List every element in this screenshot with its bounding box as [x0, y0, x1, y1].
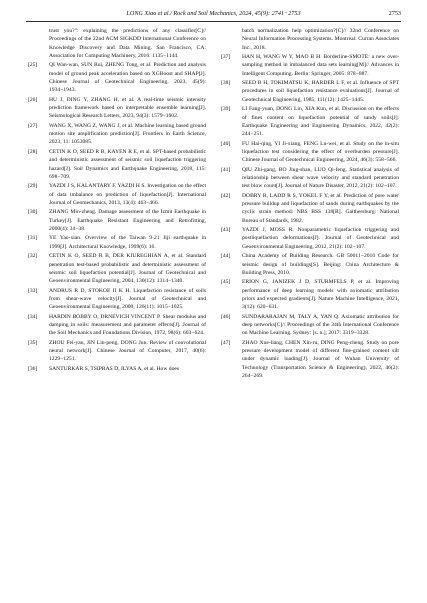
- reference-item: [28, 122, 206, 147]
- reference-continuation: trust you?": explaining the predictions of any classifier[C]// Proceedings of the 22nd ACM SIGKDD International Conference on Knowledge Discovery and Data Mining. San Francisco, CA: Association for Computing Machinery, 2016: 1135−1144.: [49, 28, 206, 59]
- reference-item: [28, 234, 206, 251]
- reference-item: [221, 166, 399, 191]
- reference-item: [28, 365, 206, 373]
- right-column: [221, 27, 399, 381]
- reference-text: SANTURKAR S, TSIPRAS D, ILYAS A, et al. How does: [49, 365, 180, 372]
- reference-text: FU Hai-qing, YI Ji-xiang, FENG Lu-wei, et al. Study on the in-situ liquefaction test considering the effect of overburden pressure[J]. Chinese Journal of Geotechnical Engineering, 2024, 46(3): 558−566.: [242, 140, 399, 164]
- reference-item: [221, 53, 399, 78]
- reference-text: HARDIN BOBBY O, DRNEVICH VINCENT P. Shear modulus and damping in soils: measurement and parameter effects[J]. Journal of the Soil Mechanics and Foundations Division, 1972, 98(6): 603−624.: [49, 313, 206, 337]
- reference-item: [221, 252, 399, 277]
- reference-text: CETIN K O, SEED R B, KAYEN R E, et al. SPT-based probabilistic and deterministic assessment of seismic soil liquefaction triggering hazard[J]. Soil Dynamics and Earthquake Engineering, 2018, 115: 698−709.: [49, 148, 206, 180]
- reference-text: WANG X, WANG Z, WANG J, et al. Machine learning based ground motion site amplification prediction[J]. Frontiers in Earth Science, 2023, 11: 1053085.: [49, 122, 206, 146]
- reference-number: [31]: [28, 235, 38, 242]
- reference-text: YE Yao-xian. Overview of the Taiwan 9·21 Jiji earthquake in 1999[J]. Architectural Knowledge, 1999(6): 16.: [49, 235, 206, 250]
- reference-number: [34]: [28, 313, 38, 320]
- reference-text: LI Fang-yuan, DONG Lin, XIA Kun, et al. Discussion on the effects of fines content on liquefaction potential of sandy soils[J]. Earthquake Engineering and Engineering Dynamics, 2022, 42(2): 244−251.: [242, 106, 399, 138]
- reference-number: [32]: [28, 253, 38, 260]
- reference-number: [36]: [28, 365, 38, 372]
- reference-text: ZHAO Xue-liang, CHEN Xin-ru, DING Peng-cheng. Study on pore pressure development model of different fine-grained content silt under dynamic loading[J]. Journal of Wuhan University of Technology (Transportation Science & Engineering), 2022, 46(2): 264−269.: [242, 339, 399, 379]
- reference-number: [40]: [221, 140, 231, 147]
- reference-text: HU J, DING Y, ZHANG H, et al. A real-time seismic intensity prediction framework based on interpretable ensemble learning[J]. Seismological Research Letters, 2023, 94(3): 1579−1602.: [49, 96, 206, 120]
- reference-number: [45]: [221, 279, 231, 286]
- reference-number: [44]: [221, 253, 231, 260]
- reference-item: [221, 192, 399, 225]
- reference-number: [27]: [28, 122, 38, 129]
- reference-item: [28, 61, 206, 94]
- reference-number: [41]: [221, 166, 231, 173]
- reference-number: [37]: [221, 54, 231, 61]
- reference-number: [39]: [221, 106, 231, 113]
- reference-text: DOBRY R, LADD R S, YOKEL F Y, et al. Prediction of pore water pressure buildup and liquefaction of sands during earthquakes by the cyclic strain method: NBS BSS 138[R]. Gaithersburg: National Bureau of Standards, 1982.: [242, 192, 399, 224]
- reference-item: [28, 252, 206, 285]
- reference-text: YAZDI J S, KALANTARY F, YAZDI H S. Investigation on the effect of data imbalance on prediction of liquefaction[J]. International Journal of Geomechanics, 2013, 13(4): 463−466.: [49, 183, 206, 206]
- reference-number: [38]: [221, 80, 231, 87]
- reference-text: ZHANG Min-zheng. Damage assessment of the Izmit Earthquake in Turkey[J]. Earthquake Resistant Engineering and Retrofitting, 2000(4): 34−38.: [49, 209, 206, 232]
- reference-text: ERION G, JANIZEK J D, STURMFELS P, et al. Improving performance of deep learning models with axiomatic attribution priors and expected gradients[J]. Nature Machine Intelligence, 2021, 3(12): 620−631.: [242, 279, 399, 311]
- reference-text: China Academy of Building Research. GB 50011−2010 Code for seismic design of buildings[S]. Beijing: China Architecture & Building Press, 2010.: [242, 253, 399, 276]
- reference-number: [29]: [28, 183, 38, 190]
- reference-item: [28, 287, 206, 312]
- reference-text: YAZDI J, MOSS R. Nonparametric liquefaction triggering and postliquefaction deformations[J]. Journal of Geotechnical and Geoenvironmental Engineering, 2012, 21(2): 102−107.: [242, 227, 399, 250]
- reference-continuation: batch normalization help optimization?[C]// 32nd Conference on Neural Information Processing Systems. Montreal: Curran Associates Inc., 2018.: [242, 28, 399, 51]
- reference-text: CETIN K O, SEED R B, DER KIUREGHIAN A, et al. Standard penetration test-based probabilistic and deterministic assessment of seismic soil liquefaction potential[J]. Journal of Geotechnical and Geoenvironmental Engineering, 2004, 130(12): 1314−1340.: [49, 253, 206, 285]
- reference-text: ZHOU Fei-yan, JIN Lin-peng, DONG Jun. Review of convolutional neural network[J]. Chinese Journal of Computer, 2017, 40(6): 1229−1251.: [49, 339, 206, 363]
- reference-item: [221, 339, 399, 380]
- reference-item: [221, 105, 399, 138]
- page-number: 2753: [388, 10, 401, 17]
- running-title: LONG Xiao et al./ Rock and Soil Mechanics, 2024, 45(9): 2741−2753: [126, 10, 301, 17]
- reference-number: [25]: [28, 62, 38, 69]
- reference-number: [42]: [221, 192, 231, 199]
- reference-item: [28, 182, 206, 207]
- left-column: [28, 27, 206, 374]
- reference-item: [221, 79, 399, 104]
- reference-number: [46]: [221, 313, 231, 320]
- reference-text: HAN H, WANG W Y, MAO B H. Borderline-SMOTE: a new over-sampling method in imbalanced data sets learning[M]// Advances in Intelligent Computing. Berlin: Springer, 2005: 878−887.: [242, 54, 399, 77]
- reference-item: [28, 208, 206, 233]
- reference-number: [28]: [28, 148, 38, 155]
- reference-item: [221, 313, 399, 338]
- reference-item: [28, 313, 206, 338]
- reference-number: [30]: [28, 209, 38, 216]
- reference-text: SUNDARARAJAN M, TALY A, YAN Q. Axiomatic attribution for deep networks[C]// Proceedings of the 34th International Conference on Machine Learning. Sydney: [s. n.], 2017: 3319−3328.: [242, 313, 399, 337]
- reference-text: QI Wan-wan, SUN Rui, ZHENG Tong, et al. Prediction and analysis model of ground peak acceleration based on XGBoost and SHAP[J]. Chinese Journal of Geotechnical Engineering, 2023, 45(9): 1934−1943.: [49, 62, 206, 94]
- reference-item: [28, 96, 206, 121]
- reference-number: [47]: [221, 339, 231, 346]
- running-header: [26, 8, 401, 20]
- reference-item: [28, 148, 206, 181]
- reference-item: [221, 140, 399, 165]
- reference-item: [28, 339, 206, 364]
- reference-number: [43]: [221, 227, 231, 234]
- reference-number: [33]: [28, 287, 38, 294]
- reference-number: [35]: [28, 339, 38, 346]
- reference-item: [221, 278, 399, 311]
- reference-item: [221, 226, 399, 251]
- reference-text: ANDRUS R D, STOKOE II K H. Liquefaction resistance of soils from shear-wave velocity[J]. Journal of Geotechnical and Geoenvironmental Engineering, 2000, 126(11): 1015−1025.: [49, 287, 206, 311]
- reference-text: QIU Zhi-gang, BO Jing-shan, LUO Qi-feng. Statistical analysis of relationship between shear wave velocity and standard penetration test blow count[J]. Journal of Nature Disaster, 2012, 21(2): 102−107.: [242, 166, 399, 190]
- reference-number: [26]: [28, 96, 38, 103]
- header-rule: [26, 21, 401, 22]
- reference-text: SEED B H, TOKIMATSU K, HARDER L F, et al. Influence of SPT procedures in soil liquefaction resistance evaluations[J]. Journal of Geotechnical Engineering, 1985, 111(12): 1425−1445.: [242, 80, 399, 103]
